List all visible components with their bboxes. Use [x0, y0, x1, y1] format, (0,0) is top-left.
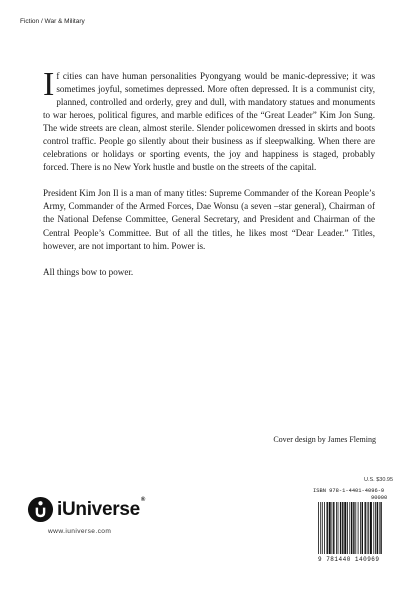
- barcode-bar: [380, 502, 381, 554]
- barcode-bar: [333, 502, 334, 554]
- barcode-bar: [362, 502, 363, 554]
- drop-cap: I: [43, 66, 55, 103]
- barcode-bar: [375, 502, 376, 554]
- blurb-paragraph-2: President Kim Jon Il is a man of many titles: Supreme Commander of the Korean People’s Army, Commander of the Armed Forces, Dae Wonsu (a seven –star general), Chairman of the National Defense Committee, General Secretary, and President and Chairman of the Central People’s Committee. But of all the titles, he likes most “Dear Leader.” Titles, however, are not important to him. Power is.: [43, 188, 375, 251]
- blurb-paragraph-1-text: f cities can have human personalities Pyongyang would be manic-depressive; it was sometimes joyful, sometimes depressed. More often depressed. It is a communist city, planned, controlled and orderly, grey and dull, with mandatory statues and monuments to war heroes, political figures, and marble edifices of the “Great Leader” Kim Jon Sung. The wide streets are clean, almost sterile. Slender policewomen dressed in skirts and boots control traffic. People go silently about their business as if sleepwalking. When there are celebrations or holidays or sporting events, the joy and happiness is staged, probably forced. There is no New York hustle and bustle on the streets of the capital.: [43, 71, 375, 173]
- barcode-bar: [347, 502, 348, 554]
- ean-digits: 9 781440 140969: [318, 556, 380, 563]
- isbn-price-code: 90000: [371, 494, 388, 501]
- barcode-bar: [368, 502, 369, 554]
- barcode-bar: [340, 502, 341, 554]
- genre-label: Fiction / War & Military: [20, 18, 85, 25]
- barcode-bar: [329, 502, 331, 554]
- barcode-bar: [365, 502, 366, 554]
- barcode-bar: [377, 502, 378, 554]
- barcode-bar: [370, 502, 372, 554]
- barcode-bar: [355, 502, 356, 554]
- publisher-url: www.iuniverse.com: [48, 528, 112, 535]
- barcode-bar: [353, 502, 354, 554]
- barcode-icon: [316, 502, 384, 554]
- barcode-bar: [349, 502, 350, 554]
- blurb-paragraph-3: All things bow to power.: [43, 266, 134, 277]
- barcode-bar: [327, 502, 328, 554]
- price-label: U.S. $30.95: [364, 477, 394, 483]
- publisher-name-text: iUniverse: [57, 498, 140, 520]
- iuniverse-logo-icon: [27, 496, 54, 523]
- isbn-text: [313, 488, 387, 501]
- barcode-bar: [373, 502, 374, 554]
- publisher-logo: [27, 496, 145, 523]
- back-cover-blurb: [43, 66, 375, 279]
- barcode-bar: [351, 502, 352, 554]
- registered-mark: ®: [140, 496, 145, 503]
- barcode-bar: [324, 502, 325, 554]
- barcode-bar: [338, 502, 339, 554]
- barcode-bar: [318, 502, 319, 554]
- barcode-bar: [344, 502, 346, 554]
- barcode-bar: [342, 502, 343, 554]
- barcode-bar: [336, 502, 337, 554]
- cover-design-credit: Cover design by James Fleming: [273, 435, 376, 444]
- barcode-bar: [322, 502, 323, 554]
- barcode-bar: [379, 502, 380, 554]
- blurb-paragraph-1: [43, 66, 375, 174]
- barcode-bar: [367, 502, 368, 554]
- barcode-bar: [360, 502, 361, 554]
- barcode-bar: [358, 502, 359, 554]
- barcode-bar: [332, 502, 333, 554]
- publisher-name: [57, 496, 145, 521]
- isbn-number: ISBN 978-1-4401-4096-9: [313, 488, 385, 494]
- barcode-bar: [320, 502, 321, 554]
